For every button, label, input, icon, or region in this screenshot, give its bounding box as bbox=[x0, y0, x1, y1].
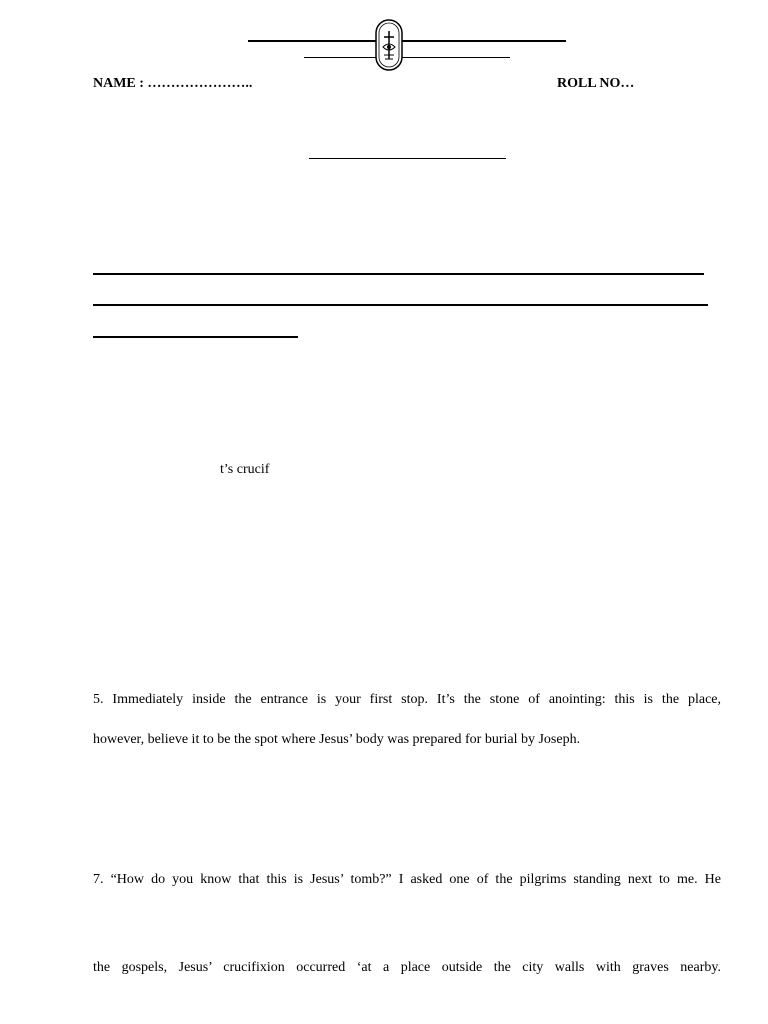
paragraph-5-line-2: however, believe it to be the spot where Jesus’ body was prepared for burial by Joseph. bbox=[93, 732, 581, 747]
text-fragment: t’s crucif bbox=[220, 462, 270, 477]
title-rule bbox=[309, 158, 506, 159]
answer-line-3 bbox=[93, 336, 298, 338]
header-top-rule bbox=[248, 40, 566, 42]
roll-number-field-label: ROLL NO… bbox=[557, 76, 635, 91]
paragraph-7-line-1: 7. “How do you know that this is Jesus’ tomb?” I asked one of the pilgrims standing next to me. He bbox=[93, 872, 721, 887]
answer-line-2 bbox=[93, 304, 708, 306]
header-sub-rule bbox=[304, 57, 510, 58]
paragraph-5-line-1: 5. Immediately inside the entrance is your first stop. It’s the stone of anointing: this is the place, bbox=[93, 692, 721, 707]
answer-line-1 bbox=[93, 273, 704, 275]
school-emblem-icon bbox=[375, 19, 403, 71]
name-field-label: NAME : ………………….. bbox=[93, 76, 253, 91]
paragraph-7-line-2: the gospels, Jesus’ crucifixion occurred ‘at a place outside the city walls with graves nearby. bbox=[93, 960, 721, 975]
